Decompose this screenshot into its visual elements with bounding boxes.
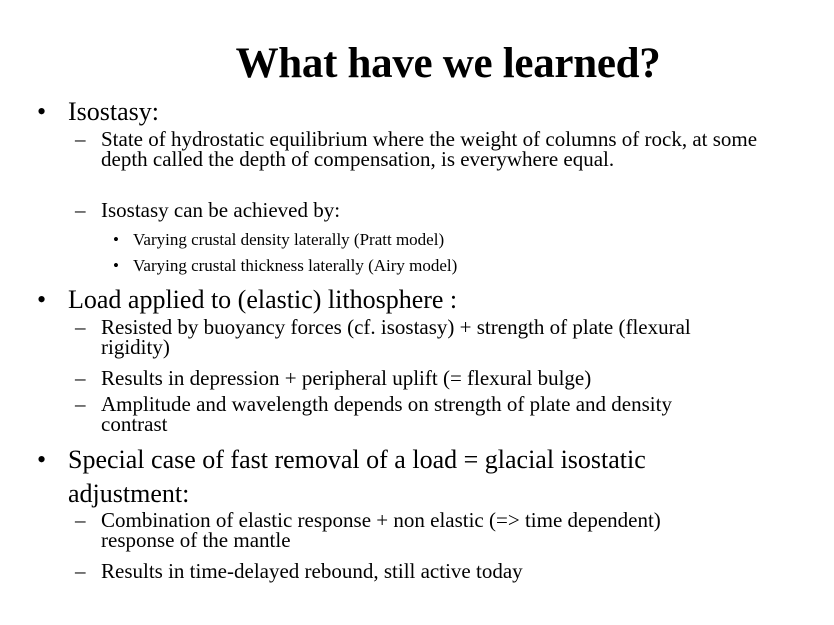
bullet-text: Special case of fast removal of a load = glacial isostatic adjustment: xyxy=(68,445,646,508)
bullet-text: Load applied to (elastic) lithosphere : xyxy=(68,285,458,314)
dash-marker: – xyxy=(75,508,86,532)
sub-sub-bullet-airy xyxy=(113,256,773,276)
sub-bullet-amplitude xyxy=(75,394,725,434)
bullet-marker: • xyxy=(113,230,119,249)
sub-bullet-text: Isostasy can be achieved by: xyxy=(101,198,341,222)
dash-marker: – xyxy=(75,315,86,339)
sub-bullet-hydrostatic xyxy=(75,129,790,169)
dash-marker: – xyxy=(75,559,86,583)
sub-bullet-combination xyxy=(75,510,675,550)
sub-bullet-achieved-by xyxy=(75,200,790,220)
sub-bullet-depression xyxy=(75,368,790,388)
bullet-marker: • xyxy=(113,256,119,275)
bullet-marker: • xyxy=(37,285,47,314)
sub-bullet-text: State of hydrostatic equilibrium where the weight of columns of rock, at some depth called the depth of compensation, is everywhere equal. xyxy=(101,127,758,171)
dash-marker: – xyxy=(75,127,86,151)
sub-sub-bullet-text: Varying crustal thickness laterally (Airy model) xyxy=(133,256,458,275)
bullet-load xyxy=(37,283,797,316)
sub-sub-bullet-text: Varying crustal density laterally (Pratt model) xyxy=(133,230,445,249)
bullet-isostasy xyxy=(37,95,797,128)
bullet-marker: • xyxy=(37,445,47,474)
dash-marker: – xyxy=(75,198,86,222)
sub-bullet-text: Results in time-delayed rebound, still active today xyxy=(101,559,523,583)
sub-bullet-text: Resisted by buoyancy forces (cf. isostasy) + strength of plate (flexural rigidity) xyxy=(101,315,691,359)
sub-bullet-text: Results in depression + peripheral uplift (= flexural bulge) xyxy=(101,366,592,390)
dash-marker: – xyxy=(75,392,86,416)
sub-bullet-text: Amplitude and wavelength depends on strength of plate and density contrast xyxy=(101,392,672,436)
bullet-text: Isostasy: xyxy=(68,97,159,126)
sub-bullet-rebound xyxy=(75,561,790,581)
sub-sub-bullet-pratt xyxy=(113,230,773,250)
slide-title: What have we learned? xyxy=(235,40,661,87)
bullet-special-case xyxy=(37,443,737,511)
dash-marker: – xyxy=(75,366,86,390)
bullet-marker: • xyxy=(37,97,47,126)
sub-bullet-buoyancy xyxy=(75,317,735,357)
sub-bullet-text: Combination of elastic response + non elastic (=> time dependent) response of the mantle xyxy=(101,508,661,552)
